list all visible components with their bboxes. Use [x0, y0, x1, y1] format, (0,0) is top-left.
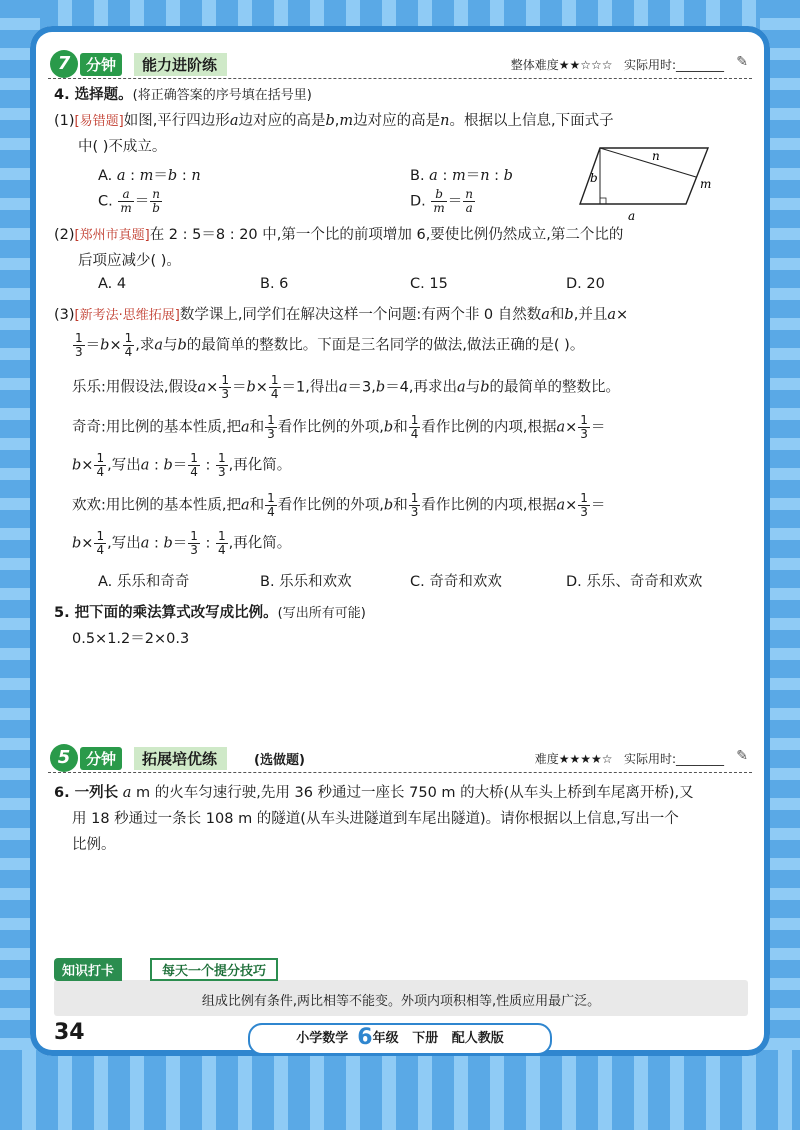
page-number: 34	[54, 1020, 85, 1045]
label-a: a	[628, 209, 636, 223]
tip-text: 组成比例有条件,两比相等不能变。外项内项积相等,性质应用最广泛。	[201, 994, 601, 1009]
q4-3-huan-line2: b× $\frac{1}{4}$ ,写出a : b＝ $\frac{1}{3}$ : $\frac{1}{4}$ ,再化简。	[72, 529, 292, 557]
q4-3-lele: 乐乐:用假设法,假设a× $\frac{1}{3}$ ＝b× $\frac{1}{4}$ ＝1,得出a＝3,b＝4,再求出a与b的最简单的整数比。	[72, 373, 620, 401]
label-b: b	[590, 171, 598, 185]
height-n-line	[600, 148, 696, 177]
frame-bottom	[0, 1050, 800, 1130]
section-header-ability	[48, 46, 752, 80]
difficulty-and-time: 难度★★★★☆ 实际用时:________	[534, 752, 724, 766]
q4-header: 4. 选择题。(将正确答案的序号填在括号里)	[54, 87, 312, 103]
q4-3-huan-line1: 欢欢:用比例的基本性质,把a和 $\frac{1}{4}$ 看作比例的外项,b和 $\frac{1}{3}$ 看作比例的内项,根据a× $\frac{1}{3}$ ＝	[72, 491, 606, 519]
q4-2-line1: (2)[郑州市真题]在 2 : 5＝8 : 20 中,第一个比的前项增加 6,要使比例仍然成立,第二个比的	[54, 227, 624, 243]
q4-1-line1: (1)[易错题]如图,平行四边形a边对应的高是b,m边对应的高是n。根据以上信息,下面式子	[54, 113, 614, 129]
q4-3-option-c[interactable]: C. 奇奇和欢欢	[410, 574, 502, 590]
section-title: 拓展培优练	[134, 747, 227, 770]
q4-2-option-c[interactable]: C. 15	[410, 276, 448, 292]
divider	[48, 78, 752, 79]
section-subtitle: (选做题)	[254, 753, 305, 768]
q5-expression: 0.5×1.2＝2×0.3	[72, 631, 190, 647]
q4-1-option-c[interactable]: C. $\frac{a}{m}$ ＝ $\frac{n}{b}$	[98, 187, 160, 215]
q6-answer-area[interactable]	[72, 860, 742, 950]
q4-3-option-a[interactable]: A. 乐乐和奇奇	[98, 574, 190, 590]
q4-2-option-b[interactable]: B. 6	[260, 276, 289, 292]
divider	[48, 772, 752, 773]
q4-1-option-b[interactable]: B. a : m＝n : b	[410, 168, 513, 184]
right-angle-mark-b	[600, 198, 606, 204]
q5-header: 5. 把下面的乘法算式改写成比例。(写出所有可能)	[54, 605, 366, 621]
book-footer: 小学数学 6年级 下册 配人教版	[248, 1023, 552, 1055]
q4-2-option-d[interactable]: D. 20	[566, 276, 605, 292]
q4-3-option-b[interactable]: B. 乐乐和欢欢	[260, 574, 352, 590]
q6-line3: 比例。	[72, 837, 116, 853]
minutes-label: 分钟	[80, 747, 122, 770]
minutes-label: 分钟	[80, 53, 122, 76]
tip-subtag: 每天一个提分技巧	[150, 958, 278, 981]
q4-1-option-d[interactable]: D. $\frac{b}{m}$ ＝ $\frac{n}{a}$	[410, 187, 474, 215]
q4-2-line2: 后项应减少( )。	[78, 253, 181, 269]
parallelogram-shape	[580, 148, 708, 204]
q4-2-option-a[interactable]: A. 4	[98, 276, 127, 292]
q5-answer-area[interactable]	[72, 654, 742, 734]
pencil-icon: ✎	[736, 54, 748, 70]
section-title: 能力进阶练	[134, 53, 227, 76]
q4-3-qiqi-line1: 奇奇:用比例的基本性质,把a和 $\frac{1}{3}$ 看作比例的外项,b和 $\frac{1}{4}$ 看作比例的内项,根据a× $\frac{1}{3}$ ＝	[72, 413, 606, 441]
knowledge-tip	[54, 958, 748, 1020]
q6-line2: 用 18 秒通过一条长 108 m 的隧道(从车头进隧道到车尾出隧道)。请你根据以上信息,写出一个	[72, 811, 679, 827]
q4-1-line2: 中( )不成立。	[78, 139, 167, 155]
minutes-badge: 7	[50, 50, 78, 78]
minutes-badge: 5	[50, 744, 78, 772]
section-header-extension	[48, 740, 752, 774]
tip-tag: 知识打卡	[54, 958, 122, 981]
q4-3-line1: (3)[新考法·思维拓展]数学课上,同学们在解决这样一个问题:有两个非 0 自然数a和b,并且a×	[54, 307, 629, 323]
tip-box	[54, 980, 748, 1016]
difficulty-and-time: 整体难度★★☆☆☆ 实际用时:________	[510, 58, 724, 72]
label-m: m	[700, 177, 712, 191]
label-n: n	[652, 149, 660, 163]
q4-3-line2: $\frac{1}{3}$ ＝b× $\frac{1}{4}$ ,求a与b的最简单的整数比。下面是三名同学的做法,做法正确的是( )。	[75, 331, 585, 359]
q4-1-option-a[interactable]: A. a : m＝b : n	[98, 168, 201, 184]
q4-3-option-d[interactable]: D. 乐乐、奇奇和欢欢	[566, 574, 703, 590]
q4-3-qiqi-line2: b× $\frac{1}{4}$ ,写出a : b＝ $\frac{1}{4}$ : $\frac{1}{3}$ ,再化简。	[72, 451, 292, 479]
q6-line1: 6. 一列长 a m 的火车匀速行驶,先用 36 秒通过一座长 750 m 的大桥(从车头上桥到车尾离开桥),又	[54, 785, 694, 801]
parallelogram-figure	[578, 140, 718, 226]
pencil-icon: ✎	[736, 748, 748, 764]
